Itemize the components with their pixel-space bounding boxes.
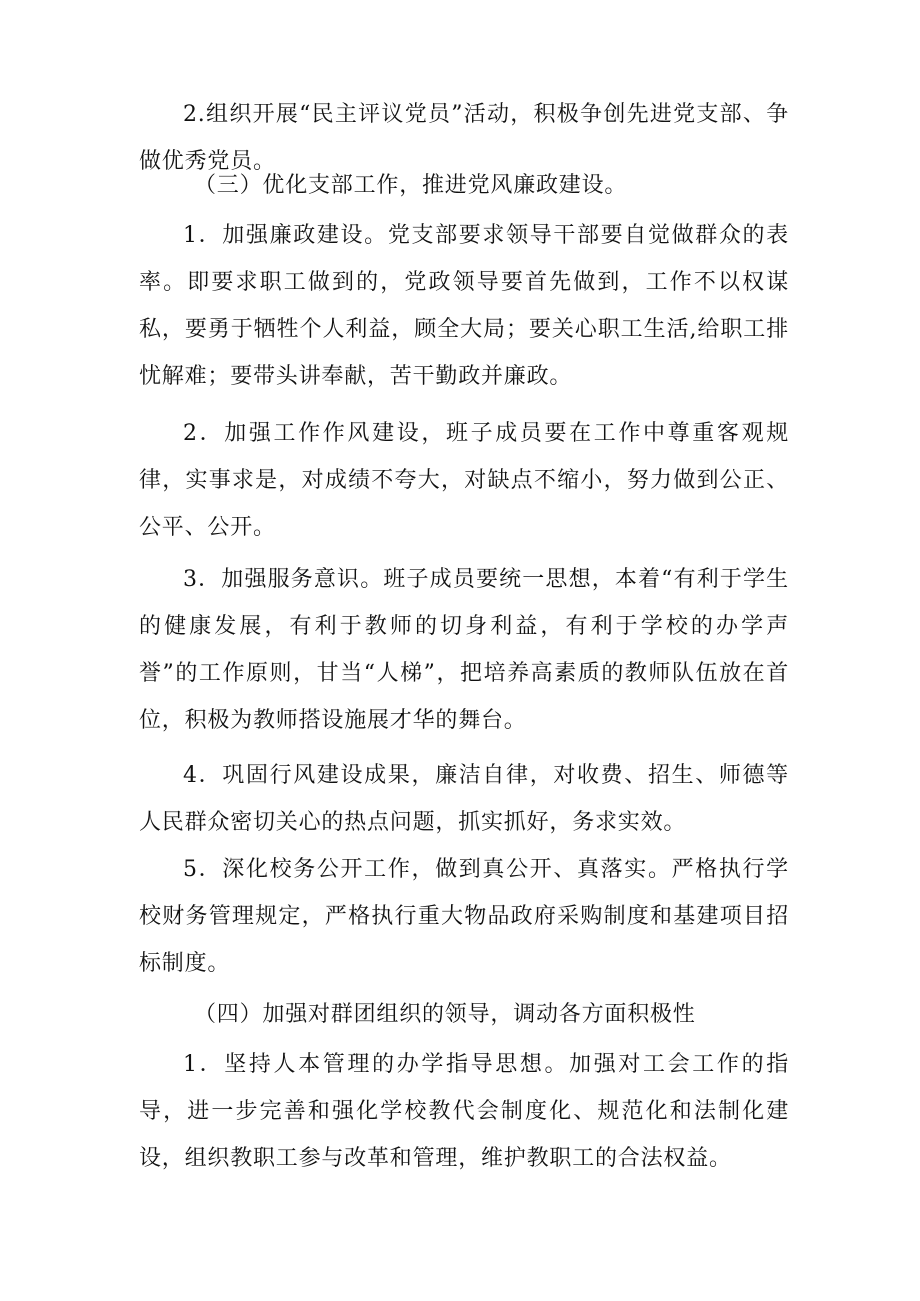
section-heading-4: （四）加强对群团组织的领导，调动各方面积极性 [194, 1002, 696, 1027]
paragraph-democratic-review: 2.组织开展“民主评议党员”活动，积极争创先进党支部、争做优秀党员。 [139, 102, 789, 174]
paragraph-people-oriented: 1．坚持人本管理的办学指导思想。加强对工会工作的指导，进一步完善和强化学校教代会制度化、规范化和法制化建设，组织教职工参与改革和管理，维护教职工的合法权益。 [139, 1052, 789, 1171]
paragraph-service-awareness: 3．加强服务意识。班子成员要统一思想，本着“有利于学生的健康发展，有利于教师的切身利益，有利于学校的办学声誉”的工作原则，甘当“人梯”，把培养高素质的教师队伍放在首位，积极为教师搭设施展才华的舞台。 [139, 567, 789, 733]
paragraph-school-affairs: 5．深化校务公开工作，做到真公开、真落实。严格执行学校财务管理规定，严格执行重大物品政府采购制度和基建项目招标制度。 [139, 857, 789, 976]
paragraph-integrity-building: 1．加强廉政建设。党支部要求领导干部要自觉做群众的表率。即要求职工做到的，党政领导要首先做到，工作不以权谋私，要勇于牺牲个人利益，顾全大局；要关心职工生活,给职工排忧解难；要带头讲奉献，苦干勤政并廉政。 [139, 223, 789, 389]
paragraph-industry-style: 4．巩固行风建设成果，廉洁自律，对收费、招生、师德等人民群众密切关心的热点问题，抓实抓好，务求实效。 [139, 763, 789, 835]
section-heading-3: （三）优化支部工作，推进党风廉政建设。 [194, 173, 628, 198]
paragraph-work-style: 2．加强工作作风建设，班子成员要在工作中尊重客观规律，实事求是，对成绩不夸大，对缺点不缩小，努力做到公正、公平、公开。 [139, 421, 789, 540]
